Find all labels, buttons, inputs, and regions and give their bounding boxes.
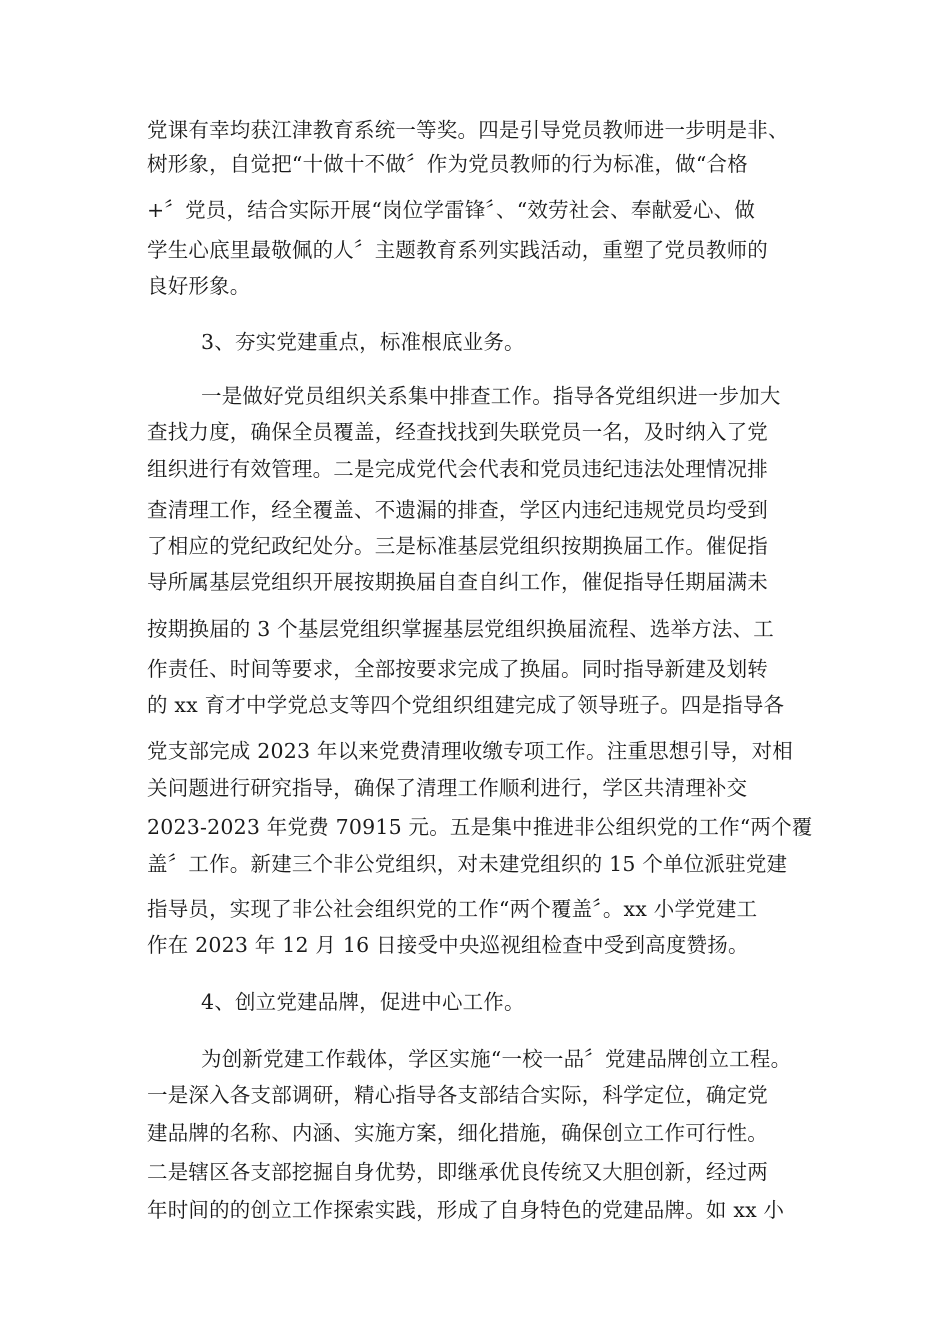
text-line: 2023-2023 年党费 70915 元。五是集中推进非公组织党的工作“两个覆 (147, 815, 813, 839)
text-line: 关问题进行研究指导，确保了清理工作顺利进行，学区共清理补交 (147, 776, 748, 800)
text-line: 良好形象。 (147, 274, 251, 298)
text-line: 一是深入各支部调研，精心指导各支部结合实际，科学定位，确定党 (147, 1083, 768, 1107)
text-line: 二是辖区各支部挖掘自身优势，即继承优良传统又大胆创新，经过两 (147, 1160, 768, 1184)
text-line: 指导员，实现了非公社会组织党的工作“两个覆盖〞。xx 小学党建工 (147, 897, 758, 921)
section-heading: 3、夯实党建重点，标准根底业务。 (201, 330, 525, 354)
text-line: 导所属基层党组织开展按期换届自查自纠工作，催促指导任期届满未 (147, 570, 768, 594)
text-line: 一是做好党员组织关系集中排查工作。指导各党组织进一步加大 (201, 384, 781, 408)
text-line: 组织进行有效管理。二是完成党代会代表和党员违纪违法处理情况排 (147, 457, 768, 481)
text-line: 学生心底里最敬佩的人〞主题教育系列实践活动，重塑了党员教师的 (147, 238, 768, 262)
text-line: 为创新党建工作载体，学区实施“一校一品〞党建品牌创立工程。 (201, 1047, 792, 1071)
text-line: +〞党员，结合实际开展“岗位学雷锋〞、“效劳社会、奉献爱心、做 (147, 198, 756, 222)
text-line: 树形象，自觉把“十做十不做〞作为党员教师的行为标准，做“合格 (147, 152, 748, 176)
section-heading: 4、创立党建品牌，促进中心工作。 (201, 990, 525, 1014)
text-line: 查找力度，确保全员覆盖，经查找找到失联党员一名，及时纳入了党 (147, 420, 768, 444)
text-line: 党支部完成 2023 年以来党费清理收缴专项工作。注重思想引导，对相 (147, 739, 794, 763)
text-line: 作在 2023 年 12 月 16 日接受中央巡视组检查中受到高度赞扬。 (147, 933, 749, 957)
text-line: 查清理工作，经全覆盖、不遗漏的排查，学区内违纪违规党员均受到 (147, 498, 768, 522)
text-line: 党课有幸均获江津教育系统一等奖。四是引导党员教师进一步明是非、 (147, 118, 789, 142)
text-line: 年时间的的创立工作探索实践，形成了自身特色的党建品牌。如 xx 小 (147, 1198, 785, 1222)
text-line: 盖〞工作。新建三个非公党组织，对未建党组织的 15 个单位派驻党建 (147, 852, 788, 876)
text-line: 按期换届的 3 个基层党组织掌握基层党组织换届流程、选举方法、工 (147, 617, 774, 641)
text-line: 建品牌的名称、内涵、实施方案，细化措施，确保创立工作可行性。 (147, 1121, 768, 1145)
text-line: 的 xx 育才中学党总支等四个党组织组建完成了领导班子。四是指导各 (147, 693, 785, 717)
text-line: 了相应的党纪政纪处分。三是标准基层党组织按期换届工作。催促指 (147, 534, 768, 558)
text-line: 作责任、时间等要求，全部按要求完成了换届。同时指导新建及划转 (147, 657, 768, 681)
